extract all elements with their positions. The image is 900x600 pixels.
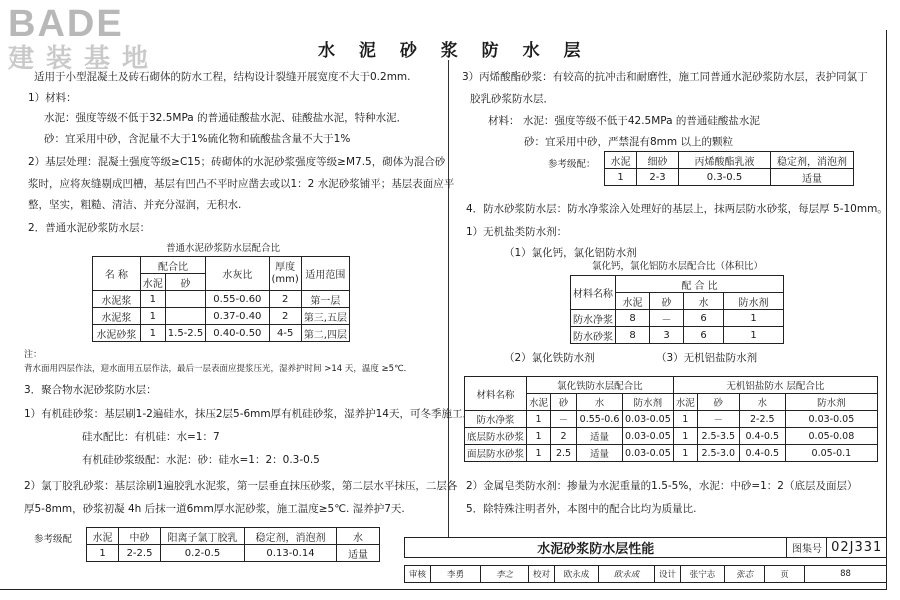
t1-cell: 0.55-0.60 (206, 291, 269, 308)
design-signature: 张志 (725, 566, 765, 583)
atlas-label: 图集号 (787, 538, 827, 558)
base-treatment-1: 2）基层处理：混凝土强度等级≥C15；砖砌体的水泥砂浆强度等级≥M7.5，砌体为混合砂 (28, 156, 446, 168)
t5-cell: 1 (527, 411, 551, 428)
calcium-chloride-agent: （1）氯化钙，氯化铝防水剂 (504, 247, 637, 259)
t5-cell: 1 (673, 445, 697, 462)
t5-h-cement: 水泥 (527, 394, 551, 411)
t5-h-water: 水 (739, 394, 785, 411)
t4-cell: 8 (616, 310, 650, 327)
table-row (93, 291, 350, 308)
calcium-chloride-table (570, 275, 784, 344)
silicone-mortar: 1）有机硅砂浆：基层刷1-2遍硅水，抹压2层5-6mm厚有机硅砂浆，湿养护14天，可冬季施工． (24, 408, 473, 420)
t3-header: 稳定剂，消泡剂 (771, 152, 854, 169)
drawing-title: 水泥砂浆防水层性能 (405, 538, 787, 558)
t3-cell: 1 (605, 169, 637, 186)
t5-h-sand: 砂 (697, 394, 739, 411)
t1-h-name: 名 称 (93, 257, 141, 291)
t2-header: 中砂 (119, 528, 161, 545)
t2-cell: 1 (87, 545, 119, 562)
t1-cell (165, 291, 205, 308)
t2-cell: 2-2.5 (119, 545, 161, 562)
intro-text: 适用于小型混凝土及砖石砌体的防水工程，结构设计裂缝开展宽度不大于0.2mm. (34, 71, 411, 83)
t1-cell: 4-5 (269, 325, 301, 342)
t2-header: 阳离子氯丁胶乳 (161, 528, 245, 545)
neoprene-table (86, 527, 380, 562)
t1-h-sand: 砂 (165, 274, 205, 291)
inorganic-salt-agent: 1）无机盐类防水剂： (466, 226, 568, 238)
t5-cell: 0.05-0.08 (785, 428, 877, 445)
t3-header: 丙烯酸酯乳液 (679, 152, 771, 169)
design-label: 设计 (655, 566, 681, 583)
note-text: 背水面用四层作法，迎水面用五层作法，最后一层表面应提浆压光，湿养护时间 >14 天，温度 ≥5℃． (24, 364, 413, 374)
signature-row (404, 565, 887, 583)
table-row (93, 325, 350, 342)
brand-logo (8, 4, 160, 72)
table-row (93, 308, 350, 325)
table-row (571, 310, 784, 327)
t3-cell: 2-3 (637, 169, 679, 186)
t5-h-water: 水 (577, 394, 623, 411)
t4-cell: 1 (724, 310, 784, 327)
t1-cell: 水泥砂浆 (93, 325, 141, 342)
t1-cell: 1.5-2.5 (165, 325, 205, 342)
t5-cell: 1 (673, 428, 697, 445)
frame-bottom-line (0, 589, 887, 590)
t5-cell: 1 (673, 411, 697, 428)
acrylic-table (604, 151, 854, 186)
acrylic-materials-sand: 砂：宜采用中砂，严禁混有8mm 以上的颗粒 (524, 136, 733, 148)
t4-h-water: 水 (684, 293, 724, 310)
design-name: 张宁志 (681, 566, 725, 583)
ref-grading-label: 参考级配 (34, 534, 73, 545)
atlas-number: 02J331 (827, 538, 887, 558)
t5-h-agent: 防水剂 (785, 394, 877, 411)
t5-cell: 0.4-0.5 (739, 428, 785, 445)
plain-mortar-table (92, 256, 350, 342)
t5-cell: 1 (527, 428, 551, 445)
t1-h-ratio: 配合比 (140, 257, 205, 274)
table-row (465, 411, 878, 428)
t5-cell: 0.55-0.6 (577, 411, 623, 428)
t5-h-sand: 砂 (551, 394, 577, 411)
t5-cell: － (697, 411, 739, 428)
page-label: 页 (765, 566, 805, 583)
t5-cell: 2-2.5 (739, 411, 785, 428)
t5-cell: 2.5-3.5 (697, 428, 739, 445)
t4-h-cement: 水泥 (616, 293, 650, 310)
t5-h-agent: 防水剂 (623, 394, 674, 411)
t5-cell: 0.03-0.05 (785, 411, 877, 428)
check-signature: 欧永成 (599, 566, 655, 583)
t5-cell: 0.03-0.05 (623, 428, 674, 445)
column-divider (448, 60, 449, 537)
t4-cell: 8 (616, 327, 650, 344)
t2-header: 水 (337, 528, 380, 545)
inorganic-aluminum-agent: （3）无机铝盐防水剂 (656, 352, 758, 364)
t5-cell: 底层防水砂浆 (465, 428, 527, 445)
t3-header: 水泥 (605, 152, 637, 169)
t5-h-aluminum: 无机铝盐防水 层配合比 (673, 377, 877, 394)
t1-cell: 2 (269, 291, 301, 308)
note-label: 注： (24, 350, 43, 360)
t2-cell: 0.13-0.14 (245, 545, 337, 562)
acrylic-materials-cement: 材料： 水泥：强度等级不低于42.5MPa 的普通硅酸盐水泥 (488, 115, 760, 127)
t5-cell: 0.05-0.1 (785, 445, 877, 462)
ferric-chloride-agent: （2）氯化铁防水剂 (504, 352, 595, 364)
t5-cell: 2 (551, 428, 577, 445)
t5-cell: － (551, 411, 577, 428)
t1-cell: 水泥浆 (93, 291, 141, 308)
t2-cell: 适量 (337, 545, 380, 562)
review-label: 审核 (405, 566, 431, 583)
table4-caption: 氯化钙，氯化铝防水层配合比（体积比） (592, 261, 764, 272)
t3-cell: 适量 (771, 169, 854, 186)
t1-cell: 第二,四层 (301, 325, 349, 342)
t1-h-scope: 适用范围 (301, 257, 349, 291)
t3-header: 细砂 (637, 152, 679, 169)
t5-h-ferric: 氯化铁防水层配合比 (527, 377, 674, 394)
t4-h-ratio: 配 合 比 (616, 276, 784, 293)
t5-cell: 0.4-0.5 (739, 445, 785, 462)
t4-cell: 6 (684, 327, 724, 344)
t5-cell: 0.03-0.05 (623, 445, 674, 462)
ferric-aluminum-table (464, 376, 878, 462)
base-treatment-2: 浆时，应将灰缝剔成凹槽，基层有凹凸不平时应凿去或以1：2 水泥砂浆铺平；基层表面应平 (28, 178, 455, 190)
neoprene-mortar-2: 厚5-8mm，砂浆初凝 4h 后抹一道6mm厚水泥砂浆，施工温度≥5℃. 湿养护7天. (24, 503, 405, 515)
t4-cell: 3 (650, 327, 684, 344)
check-label: 校对 (529, 566, 555, 583)
silicone-ratio: 硅水配比：有机硅：水=1：7 (82, 431, 220, 443)
t1-cell: 第三,五层 (301, 308, 349, 325)
t4-cell: 6 (684, 310, 724, 327)
t5-h-name: 材料名称 (465, 377, 527, 411)
t4-h-sand: 砂 (650, 293, 684, 310)
table-row (465, 428, 878, 445)
t4-h-agent: 防水剂 (724, 293, 784, 310)
t4-h-name: 材料名称 (571, 276, 616, 310)
t1-h-thick: 厚度 (mm) (269, 257, 301, 291)
section-plain-mortar: 2．普通水泥砂浆防水层： (28, 222, 151, 234)
page-number: 88 (805, 566, 887, 583)
t1-cell: 水泥浆 (93, 308, 141, 325)
materials-sand: 砂：宜采用中砂，含泥量不大于1%硫化物和硫酸盐含量不大于1% (44, 133, 351, 145)
table-row (571, 327, 784, 344)
silicone-grading: 有机硅砂浆级配：水泥：砂：硅水=1：2：0.3-0.5 (82, 454, 320, 466)
acrylic-mortar-1: 3）丙烯酸酯砂浆：有较高的抗冲击和耐磨性，施工同普通水泥砂浆防水层，表护同氯丁 (462, 71, 868, 83)
t5-cell: 2.5 (551, 445, 577, 462)
t5-cell: 适量 (577, 428, 623, 445)
neoprene-mortar-1: 2）氯丁胶乳砂浆：基层涂刷1遍胶乳水泥浆，第一层垂直抹压砂浆，第二层水平抹压，二层各 (24, 480, 458, 492)
t1-cell: 1 (140, 308, 165, 325)
t5-cell: 0.03-0.05 (623, 411, 674, 428)
t2-header: 水泥 (87, 528, 119, 545)
section-polymer: 3．聚合物水泥砂浆防水层： (24, 384, 157, 396)
section-waterproof-mortar: 4．防水砂浆防水层：防水净浆涂入处理好的基层上，抹两层防水砂浆，每层厚 5-10mm。 (466, 203, 888, 215)
base-treatment-3: 整，坚实，粗糙、清洁、并充分湿润，无积水. (28, 199, 242, 211)
t2-header: 稳定剂，消泡剂 (245, 528, 337, 545)
t2-cell: 0.2-0.5 (161, 545, 245, 562)
t5-cell: 1 (527, 445, 551, 462)
table-row (605, 169, 854, 186)
t5-cell: 防水净浆 (465, 411, 527, 428)
page-title: 水 泥 砂 浆 防 水 层 (318, 41, 590, 61)
materials-cement: 水泥：强度等级不低于32.5MPa 的普通硅酸盐水泥、硅酸盐水泥，特种水泥． (44, 112, 408, 124)
t1-cell: 0.37-0.40 (206, 308, 269, 325)
t4-cell: 防水砂浆 (571, 327, 616, 344)
t5-cell: 适量 (577, 445, 623, 462)
t3-cell: 0.3-0.5 (679, 169, 771, 186)
acrylic-mortar-2: 胶乳砂浆防水层． (470, 93, 554, 105)
logo-sub: 建装基地 (8, 43, 161, 73)
t1-cell: 1 (140, 325, 165, 342)
t1-h-wc: 水灰比 (206, 257, 269, 291)
logo-word: BADE (8, 3, 124, 45)
mix-ratio-note: 5．除特殊注明者外，本图中的配合比均为质量比. (466, 503, 697, 515)
t5-cell: 2.5-3.0 (697, 445, 739, 462)
table-row (87, 545, 380, 562)
table1-caption: 普通水泥砂浆防水层配合比 (166, 243, 281, 254)
metal-soap-agent: 2）金属皂类防水剂：掺量为水泥重量的1.5-5%，水泥：中砂=1：2（底层及面层） (466, 480, 858, 492)
t4-cell: 1 (724, 327, 784, 344)
check-name: 欧永成 (555, 566, 599, 583)
t1-h-cement: 水泥 (140, 274, 165, 291)
t1-cell: 第一层 (301, 291, 349, 308)
title-block (404, 537, 887, 558)
t1-cell (165, 308, 205, 325)
t5-h-cement: 水泥 (673, 394, 697, 411)
t5-cell: 面层防水砂浆 (465, 445, 527, 462)
t1-cell: 0.40-0.50 (206, 325, 269, 342)
review-signature: 李之 (481, 566, 529, 583)
review-name: 李勇 (431, 566, 481, 583)
t1-cell: 1 (140, 291, 165, 308)
t4-cell: 防水净浆 (571, 310, 616, 327)
section-materials: 1）材料： (28, 92, 77, 104)
t4-cell: － (650, 310, 684, 327)
t1-cell: 2 (269, 308, 301, 325)
acrylic-ref-label: 参考级配： (548, 159, 596, 170)
frame-right-line (886, 30, 887, 590)
table-row (465, 445, 878, 462)
